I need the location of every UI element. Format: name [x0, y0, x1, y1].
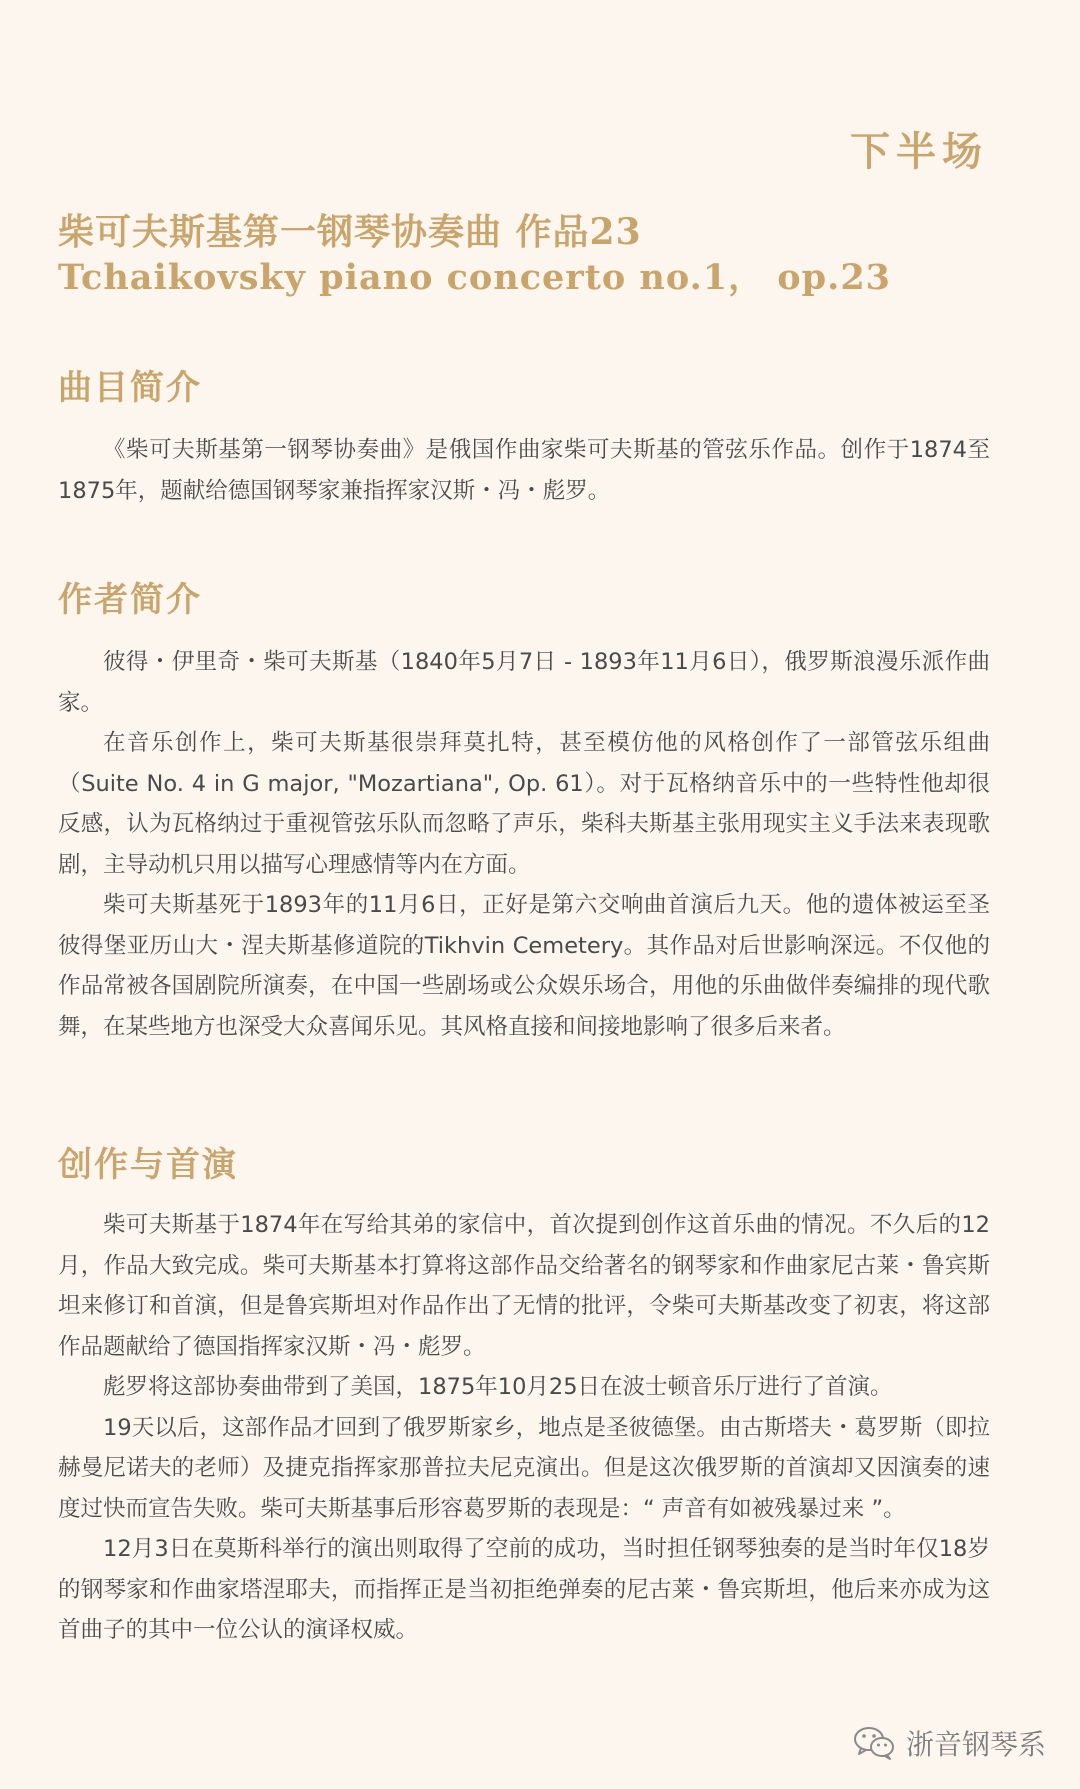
section-body-author [58, 642, 990, 1047]
premiere-paragraph: 彪罗将这部协奏曲带到了美国，1875年10月25日在波士顿音乐厅进行了首演。 [103, 1374, 893, 1400]
section-heading-premiere: 创作与首演 [58, 1145, 238, 1185]
account-watermark [852, 1723, 1046, 1763]
premiere-paragraph: 19天以后，这部作品才回到了俄罗斯家乡，地点是圣彼德堡。由古斯塔夫・葛罗斯（即拉赫曼尼诺夫的老师）及捷克指挥家那普拉夫尼克演出。但是这次俄罗斯的首演却又因演奏的速度过快而宣告失败。柴可夫斯基事后形容葛罗斯的表现是：“ 声音有如被残暴过来 ”。 [58, 1414, 990, 1522]
premiere-paragraph: 12月3日在莫斯科举行的演出则取得了空前的成功，当时担任钢琴独奏的是当时年仅18岁的钢琴家和作曲家塔涅耶夫，而指挥正是当初拒绝弹奏的尼古莱・鲁宾斯坦，他后来亦成为这首曲子的其中一位公认的演译权威。 [58, 1536, 990, 1643]
account-name: 浙音钢琴系 [905, 1728, 1046, 1761]
intro-paragraph: 《柴可夫斯基第一钢琴协奏曲》是俄国作曲家柴可夫斯基的管弦乐作品。创作于1874至1875年，题献给德国钢琴家兼指挥家汉斯・冯・彪罗。 [58, 437, 990, 504]
author-paragraph: 彼得・伊里奇・柴可夫斯基（1840年5月7日 - 1893年11月6日），俄罗斯浪漫乐派作曲家。 [58, 649, 990, 716]
wechat-icon [852, 1725, 896, 1761]
section-body-intro [58, 430, 990, 511]
section-heading-intro: 曲目简介 [58, 368, 202, 408]
author-paragraph: 在音乐创作上，柴可夫斯基很崇拜莫扎特，甚至模仿他的风格创作了一部管弦乐组曲（Suite No. 4 in G major, "Mozartiana", Op. 61）。对于瓦格纳音乐中的一些特性他却很反感，认为瓦格纳过于重视管弦乐队而忽略了声乐，柴科夫斯基主张用现实主义手法来表现歌剧，主导动机只用以描写心理感情等内在方面。 [58, 730, 990, 878]
section-body-premiere [58, 1205, 990, 1651]
section-heading-author: 作者简介 [58, 580, 202, 620]
piece-title-chinese: 柴可夫斯基第一钢琴协奏曲 作品23 [58, 211, 642, 253]
author-paragraph: 柴可夫斯基死于1893年的11月6日，正好是第六交响曲首演后九天。他的遗体被运至圣彼得堡亚历山大・涅夫斯基修道院的Tikhvin Cemetery。其作品对后世影响深远。不仅他的作品常被各国剧院所演奏，在中国一些剧场或公众娱乐场合，用他的乐曲做伴奏编排的现代歌舞，在某些地方也深受大众喜闻乐见。其风格直接和间接地影响了很多后来者。 [58, 892, 990, 1040]
half-label: 下半场 [850, 128, 988, 175]
piece-title-english: Tchaikovsky piano concerto no.1， op.23 [58, 257, 892, 298]
premiere-paragraph: 柴可夫斯基于1874年在写给其弟的家信中，首次提到创作这首乐曲的情况。不久后的12月，作品大致完成。柴可夫斯基本打算将这部作品交给著名的钢琴家和作曲家尼古莱・鲁宾斯坦来修订和首演，但是鲁宾斯坦对作品作出了无情的批评，令柴可夫斯基改变了初衷，将这部作品题献给了德国指挥家汉斯・冯・彪罗。 [58, 1212, 990, 1360]
